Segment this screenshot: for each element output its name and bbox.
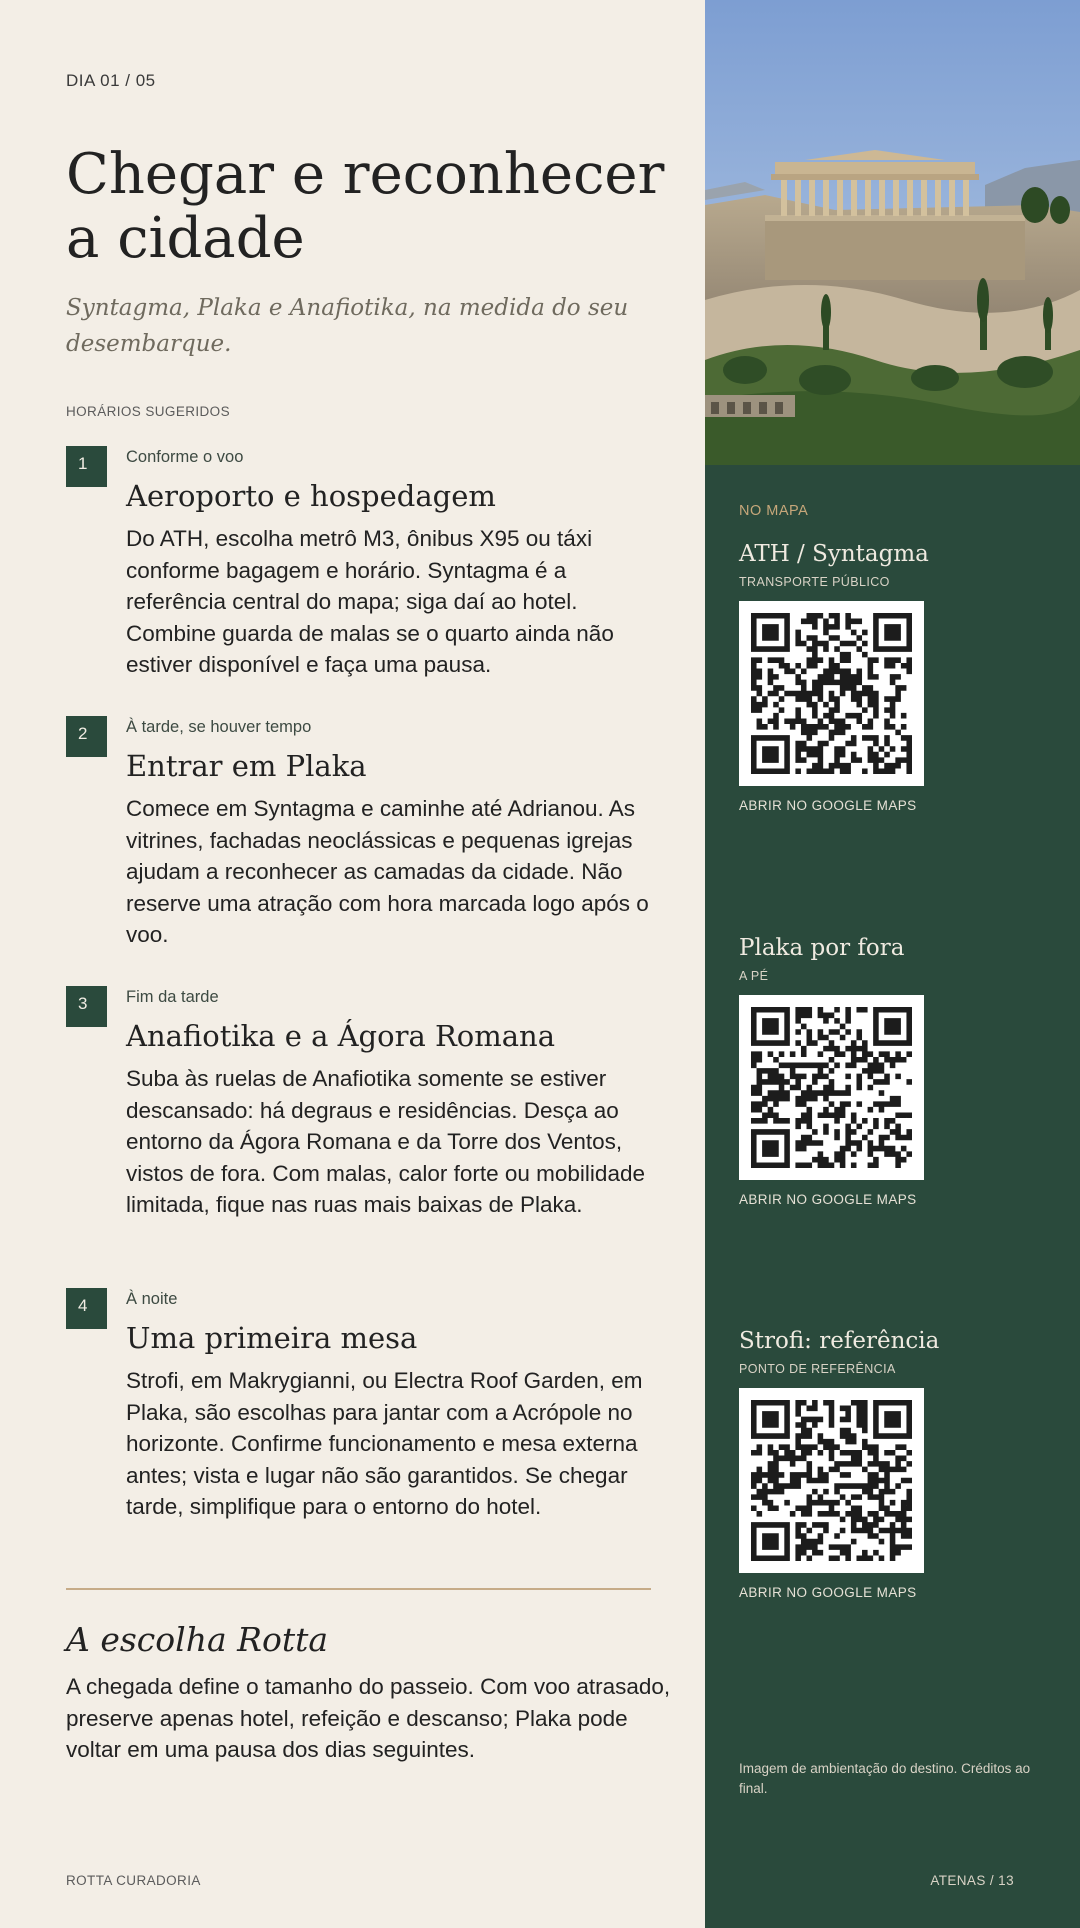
footer-brand: ROTTA CURADORIA <box>66 1873 201 1888</box>
schedule-section-label: HORÁRIOS SUGERIDOS <box>66 404 230 419</box>
step-number-badge: 4 <box>66 1288 107 1329</box>
step-time: Fim da tarde <box>126 988 219 1006</box>
rotta-choice-title: A escolha Rotta <box>66 1620 329 1659</box>
qr-code-icon <box>751 1400 912 1561</box>
map-sidebar <box>705 0 1080 1928</box>
footer-page-info: ATENAS / 13 <box>930 1873 1014 1888</box>
step-description: Comece em Syntagma e caminhe até Adrianou. As vitrines, fachadas neoclássicas e pequenas igrejas ajudam a reconhecer as camadas da cidade. Não reserve uma atração com hora marcada logo após o voo. <box>126 796 649 947</box>
rotta-choice-body: A chegada define o tamanho do passeio. Com voo atrasado, preserve apenas hotel, refeição e descanso; Plaka pode voltar em uma pausa dos dias seguintes. <box>66 1674 671 1762</box>
map-place-title: Strofi: referência <box>739 1328 940 1354</box>
map-place-card <box>739 541 1059 813</box>
step-number-badge: 1 <box>66 446 107 487</box>
open-google-maps-link[interactable]: ABRIR NO GOOGLE MAPS <box>739 1585 917 1600</box>
image-credit: Imagem de ambientação do destino. Créditos ao final. <box>739 1761 1031 1796</box>
map-place-subtitle: TRANSPORTE PÚBLICO <box>739 575 890 589</box>
map-place-card <box>739 935 1059 1207</box>
step-time: À noite <box>126 1290 178 1308</box>
open-google-maps-link[interactable]: ABRIR NO GOOGLE MAPS <box>739 1192 917 1207</box>
qr-code-icon <box>751 1007 912 1168</box>
step-time: À tarde, se houver tempo <box>126 718 312 736</box>
qr-code[interactable] <box>739 1388 924 1573</box>
page-title: Chegar e reconhecer a cidade <box>66 142 665 271</box>
step-number-badge: 2 <box>66 716 107 757</box>
step-description: Strofi, em Makrygianni, ou Electra Roof Garden, em Plaka, são escolhas para jantar com a Acrópole no horizonte. Confirme funcionamento e mesa externa antes; vista e lugar não são garantidos. Se chegar tarde, simplifique para o entorno do hotel. <box>126 1368 643 1519</box>
map-place-subtitle: A PÉ <box>739 969 769 983</box>
step-title: Uma primeira mesa <box>126 1321 418 1355</box>
map-section-label: NO MAPA <box>739 503 809 519</box>
step-time: Conforme o voo <box>126 448 244 466</box>
qr-code[interactable] <box>739 601 924 786</box>
step-title: Entrar em Plaka <box>126 749 367 783</box>
page-subtitle: Syntagma, Plaka e Anafiotika, na medida do seu desembarque. <box>66 295 629 357</box>
destination-photo <box>705 0 1080 465</box>
step-title: Aeroporto e hospedagem <box>126 479 496 513</box>
step-description: Do ATH, escolha metrô M3, ônibus X95 ou táxi conforme bagagem e horário. Syntagma é a referência central do mapa; siga daí ao hotel. Combine guarda de malas se o quarto ainda não estiver disponível e faça uma pausa. <box>126 526 614 677</box>
map-place-subtitle: PONTO DE REFERÊNCIA <box>739 1362 896 1376</box>
map-place-title: ATH / Syntagma <box>739 541 929 567</box>
day-label: DIA 01 / 05 <box>66 71 156 90</box>
open-google-maps-link[interactable]: ABRIR NO GOOGLE MAPS <box>739 798 917 813</box>
step-number-badge: 3 <box>66 986 107 1027</box>
map-place-card <box>739 1328 1059 1600</box>
qr-code[interactable] <box>739 995 924 1180</box>
step-description: Suba às ruelas de Anafiotika somente se estiver descansado: há degraus e residências. Desça ao entorno da Ágora Romana e da Torre dos Ventos, vistos de fora. Com malas, calor forte ou mobilidade limitada, fique nas ruas mais baixas de Plaka. <box>126 1066 645 1217</box>
qr-code-icon <box>751 613 912 774</box>
map-place-title: Plaka por fora <box>739 935 905 961</box>
section-divider <box>66 1588 651 1590</box>
step-title: Anafiotika e a Ágora Romana <box>126 1019 555 1053</box>
